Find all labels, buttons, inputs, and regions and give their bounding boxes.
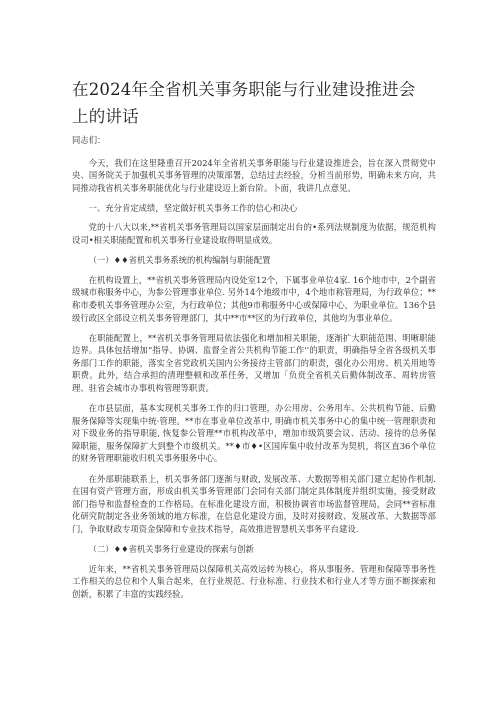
document-body bbox=[72, 134, 436, 608]
paragraph-city-county: 在市县层面，基本实现机关事务工作的归口管理，办公用房、公务用车、公共机构节能、后勤服务保障等实现集中统·管理。**市在事业单位改革中, 明确市机关事务中心的集中统一管理职责和对下级业务的指导职能, 恢复参公管理**市机构改革中，增加市级筑要会议、活动、接待的总务保障职能，服务保障扩大到整个市级机关。**♦市♦•区国库集中收付改革为契机，将区直36个单位的财务管理职能收归机关事务服务中心。 bbox=[72, 403, 436, 464]
paragraph-functions: 在职能配置上，**省机关事务管理局依法强化和增加相关职能，逐渐扩大职能范围、明晰职能边界。具体包括增加“指导、协调、监督全省公共机构节能工作'’的职责，明确指导全省各级机关事务部门工作的职能，落实全省党政机关国内公务接待主管部门的职责，强化办公用房、机关用地等职费。此外，结合承担的清理整顿和改革任务，又增加「负贲全省机关后勤体制改革、周转房管理、驻省会城市办事机构管理等职责。 bbox=[72, 332, 436, 393]
paragraph-opening: 今天，我们在这里隆重召开2024年全省机关事务职能与行业建设推进会，旨在深入贯彻党中央、国务院关于加强机关事务管理的决策部署，总结过去经验，分析当前形势，明确未来方向，共同推动我省机关事务职能优化与行业建设迈上新台阶。卜面，我讲几点意见。 bbox=[72, 157, 436, 193]
subsection-heading-1: （一）♦♦省机关事务系统的机构编制与职能配置 bbox=[88, 255, 271, 266]
subsection-heading-2: （二）♦♦省机关事务行业建设的探索与创新 bbox=[88, 544, 254, 555]
paragraph-industry: 近年来，**省机关事务管理局以保障机关高效运转为核心，将从事服务、管理和保障等事务性工作相关的总位和个人集合起来，在行业规范、行业标准、行业技术和行业人才等方面不断探索和创新，积累了丰富的实践经验。 bbox=[72, 563, 436, 599]
paragraph-intro: 党的十八大以来,**省机关事务管理局以国家层面制定出台的•系列法规制度为依据，规范机构设司•相关职能配置和机关事务行业建设取得明显成效。 bbox=[72, 222, 436, 246]
document-title: 在2024年全省机关事务职能与行业建设推进会上的讲话 bbox=[72, 80, 416, 126]
paragraph-external: 在外部职能联系上，机关事务部门逐渐与财政, 发展改革、大数据等相关部门建立起协作机制. 在国有资产管理方面，形成由机关事务管理部门会同有关部门制定具体制度并组织实施，接受财政部门指导和监督检查的工作格局。在标准化建设方面，积极协调省市场监督管理局，会同**省标准化研究院制定各业务领域的地方标准，在信息化建设方面，及时对接财政、发展改革、大数据等部门，争取财政专项资金保障和专业技术指导，高效推进智慧机关事务平台建设. bbox=[72, 473, 436, 534]
salutation: 同志们： bbox=[72, 135, 106, 145]
section-heading-1: 一、充分肯定成绩，坚定做好机关事务工作的信心和决心 bbox=[88, 202, 298, 213]
paragraph-institutions: 在机构设置上，**省机关事务管理局内设处室12个，下属事业单位4家. 16个地市中，2个副省级城市称服务中心，为参公管理事业单位. 另外14个地级市中，4个地市称管理局，为行政单位；**称市委机关事务管理办公室，为行政单位；其他9市称服务中心或保障中心，为职业单位。136个县级行政区全部设立机关事务管理部门，其中**市**区的为行政单位，其他均为事业单位。 bbox=[72, 274, 436, 323]
